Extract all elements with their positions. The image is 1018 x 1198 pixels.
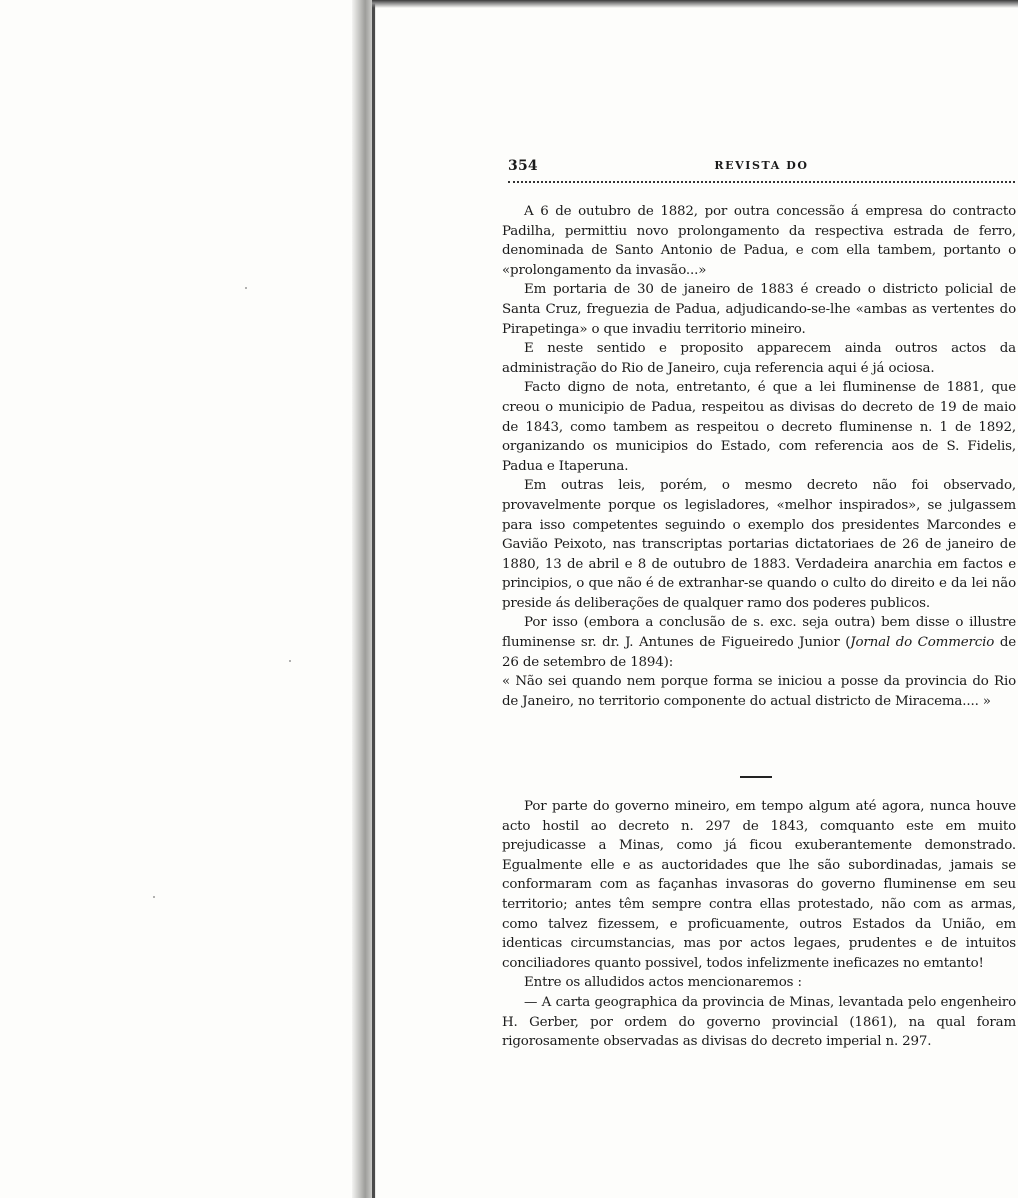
quotation: « Não sei quando nem porque forma se iniciou a posse da provincia do Rio de Janeiro, no territorio componente do actual districto de Miracema.... » (502, 674, 1016, 709)
citation-date: de 26 de setembro de 1894): (502, 635, 1017, 670)
paper-speck (153, 896, 155, 898)
running-title: REVISTA DO (714, 159, 809, 172)
section-divider (740, 776, 772, 778)
running-head (508, 158, 1015, 182)
page-number: 354 (508, 158, 538, 174)
page-top-edge-shadow (372, 0, 1018, 8)
paper-speck (289, 660, 291, 662)
paragraph: Por parte do governo mineiro, em tempo algum até agora, nunca houve acto hostil ao decreto n. 297 de 1843, comquanto este em muito prejudicasse a Minas, como já ficou exuberantemente demonstrado. Egualmente elle e as auctoridades que lhe são subordinadas, jamais se conformaram com as façanhas invasoras do governo fluminense em seu territorio; antes têm sempre contra ellas protestado, não com as armas, como talvez fizessem, e proficuamente, outros Estados da União, em identicas circumstancias, mas por actos legaes, prudentes e de intuitos conciliadores quanto possivel, todos infelizmente ineficazes no emtanto! (502, 799, 1016, 971)
citation-paragraph (502, 613, 1016, 672)
text-section-one (502, 202, 1016, 711)
paragraph: A 6 de outubro de 1882, por outra concessão á empresa do contracto Padilha, permittiu novo prolongamento da respectiva estrada de ferro, denominada de Santo Antonio de Padua, e com ella tambem, portanto o «prolongamento da invasão...» (502, 204, 1016, 278)
text-section-two (502, 797, 1016, 1052)
paper-speck (245, 287, 247, 289)
header-rule (508, 181, 1015, 183)
citation-text: Por isso (embora a conclusão de s. exc. seja outra) bem disse o illustre fluminense sr. dr. J. Antunes de Figueiredo Junior ( (502, 615, 1016, 651)
paragraph: Facto digno de nota, entretanto, é que a lei fluminense de 1881, que creou o municipio de Padua, respeitou as divisas do decreto de 19 de maio de 1843, como tambem as respeitou o decreto fluminense n. 1 de 1892, organizando os municipios do Estado, com referencia aos de S. Fidelis, Padua e Itaperuna. (502, 380, 1016, 474)
paragraph: — A carta geographica da provincia de Minas, levantada pelo engenheiro H. Gerber, por ordem do governo provincial (1861), na qual foram rigorosamente observadas as divisas do decreto imperial n. 297. (502, 994, 1016, 1050)
paragraph: Entre os alludidos actos mencionaremos : (524, 975, 802, 991)
paragraph: Em portaria de 30 de janeiro de 1883 é creado o districto policial de Santa Cruz, freguezia de Padua, adjudicando-se-lhe «ambas as vertentes do Pirapetinga» o que invadiu territorio mineiro. (502, 282, 1016, 337)
paragraph: E neste sentido e proposito apparecem ainda outros actos da administração do Rio de Janeiro, cuja referencia aqui é já ociosa. (502, 341, 1016, 376)
citation-source: Jornal do Commercio (850, 635, 995, 651)
binding-edge-line (372, 0, 375, 1198)
paragraph: Em outras leis, porém, o mesmo decreto não foi observado, provavelmente porque os legisladores, «melhor inspirados», se julgassem para isso competentes seguindo o exemplo dos presidentes Marcondes e Gavião Peixoto, nas transcriptas portarias dictatoriaes de 26 de janeiro de 1880, 13 de abril e 8 de outubro de 1883. Verdadeira anarchia em factos e principios, o que não é de extranhar-se quando o culto do direito e da lei não preside ás deliberações de qualquer ramo dos poderes publicos. (502, 478, 1016, 611)
